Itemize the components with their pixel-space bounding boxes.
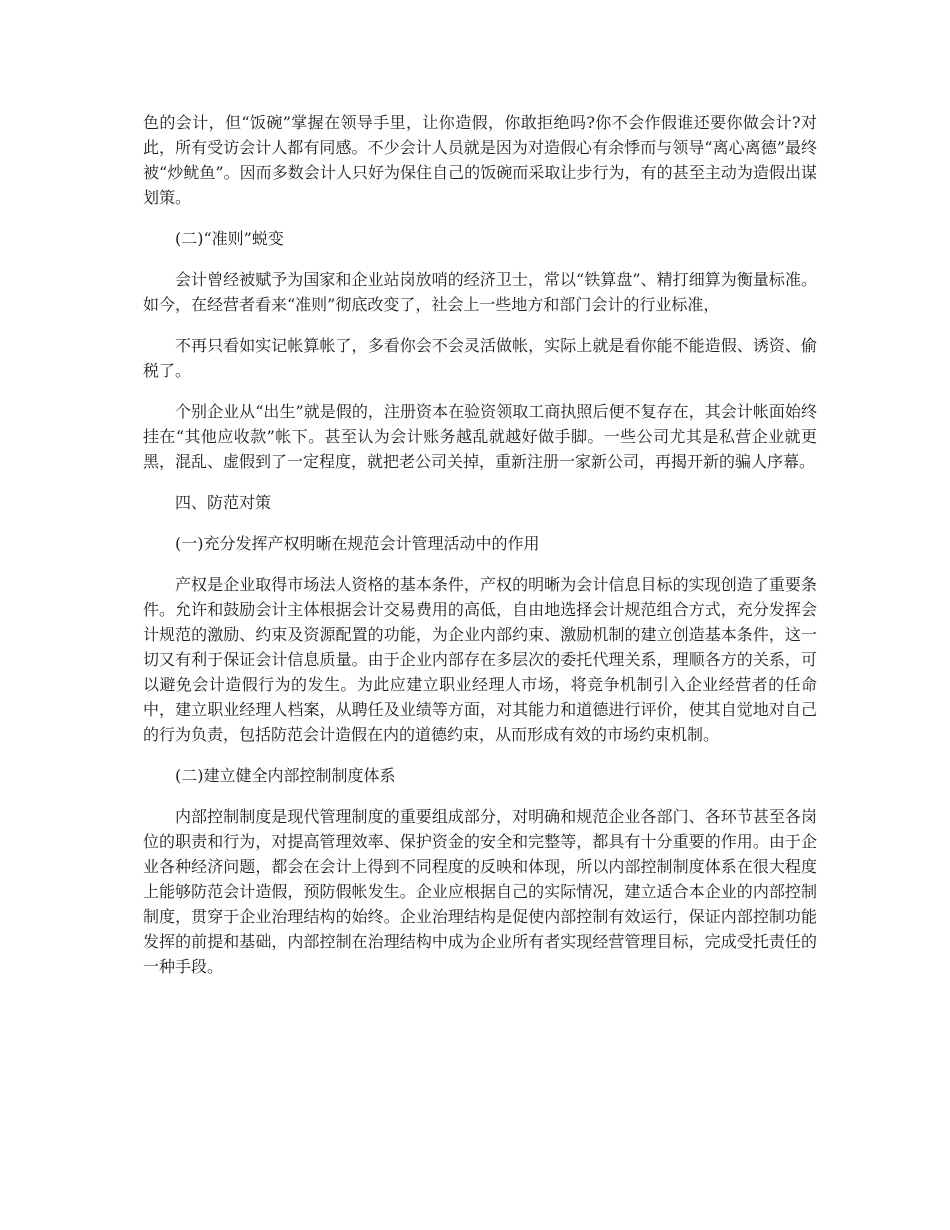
section-heading-2: (二)“准则”蜕变 xyxy=(175,229,284,248)
paragraph-continued: 色的会计，但“饭碗”掌握在领导手里，让你造假，你敢拒绝吗?你不会作假谁还要你做会计?对此，所有受访会计人都有同感。不少会计人员就是因为对造假心有余悸而与领导“离心离德”最终被“炒鱿鱼”。因而多数会计人只好为保住自己的饭碗而采取让步行为，有的甚至主动为造假出谋划策。 xyxy=(143,113,817,207)
paragraph: 不再只看如实记帐算帐了，多看你会不会灵活做帐，实际上就是看你能不能造假、诱资、偷税了。 xyxy=(143,336,817,380)
chapter-heading-4: 四、防范对策 xyxy=(175,493,272,512)
section-heading-2b: (二)建立健全内部控制制度体系 xyxy=(175,766,396,785)
paragraph: 产权是企业取得市场法人资格的基本条件，产权的明晰为会计信息目标的实现创造了重要条件。允许和鼓励会计主体根据会计交易费用的高低，自由地选择会计规范组合方式，充分发挥会计规范的激励、约束及资源配置的功能，为企业内部约束、激励机制的建立创造基本条件，这一切又有利于保证会计信息质量。由于企业内部存在多层次的委托代理关系，理顺各方的关系，可以避免会计造假行为的发生。为此应建立职业经理人市场，将竞争机制引入企业经营者的任命中，建立职业经理人档案，从聘任及业绩等方面，对其能力和道德进行评价，使其自觉地对自己的行为负责，包括防范会计造假在内的道德约束，从而形成有效的市场约束机制。 xyxy=(143,575,817,744)
paragraph: 个别企业从“出生”就是假的，注册资本在验资领取工商执照后便不复存在，其会计帐面始终挂在“其他应收款”帐下。甚至认为会计账务越乱就越好做手脚。一些公司尤其是私营企业就更黑，混乱、虚假到了一定程度，就把老公司关掉，重新注册一家新公司，再揭开新的骗人序幕。 xyxy=(143,402,817,471)
section-heading-1: (一)充分发挥产权明晰在规范会计管理活动中的作用 xyxy=(175,534,540,553)
document-page xyxy=(143,110,817,995)
paragraph: 会计曾经被赋予为国家和企业站岗放哨的经济卫士，常以“铁算盘”、精打细算为衡量标准。如今，在经营者看来“准则”彻底改变了，社会上一些地方和部门会计的行业标准， xyxy=(143,270,817,314)
paragraph: 内部控制制度是现代管理制度的重要组成部分，对明确和规范企业各部门、各环节甚至各岗位的职责和行为，对提高管理效率、保护资金的安全和完整等，都具有十分重要的作用。由于企业各种经济问题，都会在会计上得到不同程度的反映和体现，所以内部控制制度体系在很大程度上能够防范会计造假，预防假帐发生。企业应根据自己的实际情况，建立适合本企业的内部控制制度，贯穿于企业治理结构的始终。企业治理结构是促使内部控制有效运行，保证内部控制功能发挥的前提和基础，内部控制在治理结构中成为企业所有者实现经营管理目标，完成受托责任的一种手段。 xyxy=(143,807,817,976)
